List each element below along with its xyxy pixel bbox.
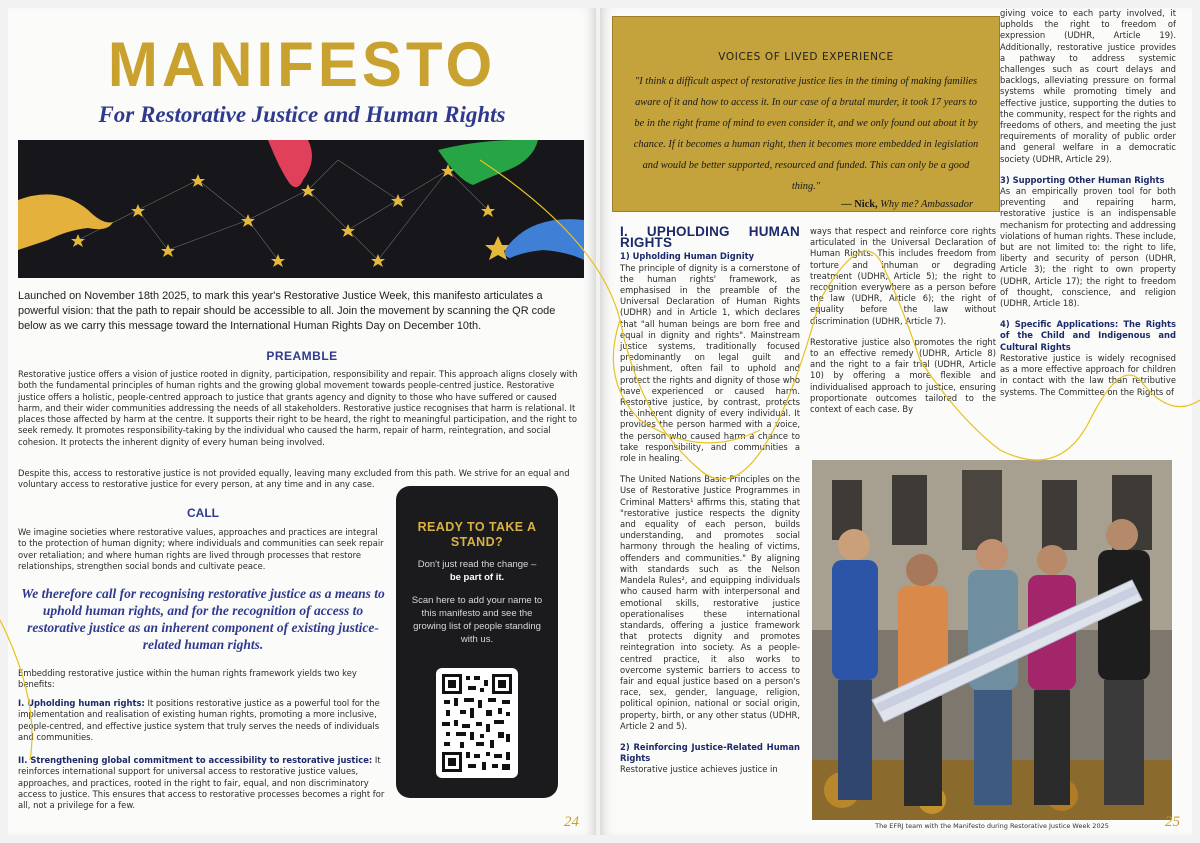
team-photo <box>812 460 1172 820</box>
benefit-2 <box>18 755 388 811</box>
column-2-paragraph-1: ways that respect and reinforce core rights articulated in the Universal Declaration of Human Rights. This includes freedom from torture and inhuman or degrading treatment (UDHR, Article 5); the right to recognition everywhere as a person before the law (UDHR, Article 6); the right of equality before the law without discrimination (UDHR, Article 7). <box>810 226 996 326</box>
subsection-2-title: 2) Reinforcing Justice-Related Human Rights <box>620 741 800 764</box>
column-2-paragraph-2: Restorative justice also promotes the right to an effective remedy (UDHR, Article 8) and the right to a fair trial (UDHR, Article 10) by offering a more flexible and individualised approach to justice, ensuring proportionate outcomes tailored to the context of each case. By <box>810 336 996 415</box>
qr-code-icon <box>442 674 512 772</box>
voices-quote: "I think a difficult aspect of restorative justice lies in the timing of making families aware of it and how to access it. In our case of a brutal murder, it took 17 years to be in the right frame of mind to even consider it, and we only found out about it by chance. If it becomes a human right, then it becomes more embedded in legislation and would be better supported, resourced and funded. This can only be a good thing." <box>633 76 979 192</box>
qr-code[interactable] <box>436 668 518 778</box>
stand-scan-text: Scan here to add your name to this manifesto and see the growing list of people standing with us. <box>411 595 543 645</box>
constellation-hands-illustration <box>18 140 584 278</box>
benefit-2-text: It reinforces international support for universal access to restorative justice values, approaches, and practices, rooted in the right to fair, equal, and non discriminatory access to justice. This ensures that access to restorative processes becomes a right for all, not a privilege for a few. <box>18 755 385 811</box>
voices-attr-role: Why me? Ambassador <box>877 199 973 210</box>
voices-box <box>612 16 1000 212</box>
benefit-1-text: It positions restorative justice as a powerful tool for the implementation and realisation of existing human rights, promoting a more inclusive, people-centred, and effective justice system that truly serves the needs of individuals and communities. <box>18 698 380 742</box>
column-2 <box>810 226 996 425</box>
subsection-1-paragraph-2: The United Nations Basic Principles on the Use of Restorative Justice Programmes in Criminal Matters¹ affirms this, stating that "restorative justice respects the dignity and equality of each person, builds understanding, and promotes social harmony through the healing of victims, offenders and communities." By aligning with standards such as the Nelson Mandela Rules², and equipping individuals who caused harm with interpersonal and emotional skills, restorative justice operationalises these international standards, offering a justice framework that protects dignity and promotes reintegration into society. As a people-centred practice, it also works to overcome systemic barriers to access to fair and equal justice based on a person's race, sex, gender, language, religion, political opinion, national or social origin, property, birth, or any other status (UDHR, Article 2 and 5). <box>620 474 800 731</box>
stand-subtitle: Don't just read the change – <box>417 559 537 570</box>
left-page <box>8 8 596 835</box>
subsection-2-paragraph: Restorative justice achieves justice in <box>620 764 778 775</box>
column-3 <box>1000 8 1176 408</box>
photo-caption: The EFRJ team with the Manifesto during Restorative Justice Week 2025 <box>875 822 1109 830</box>
stand-subtitle-bold: be part of it. <box>449 572 505 583</box>
subsection-1-title: 1) Upholding Human Dignity <box>620 251 755 262</box>
intro-paragraph: Launched on November 18th 2025, to mark this year's Restorative Justice Week, this manifesto articulates a powerful vision: that the path to repair should be accessible to all. Join the movement by scanning the QR code below as we carry this message toward the International Human Rights Day on December 10th. <box>18 290 556 332</box>
benefit-1-title: I. Upholding human rights: <box>18 698 145 708</box>
benefit-2-title: II. Strengthening global commitment to accessibility to restorative justice: <box>18 755 373 765</box>
voices-attribution <box>629 199 983 210</box>
voices-title: VOICES OF LIVED EXPERIENCE <box>718 51 894 63</box>
page-subtitle: For Restorative Justice and Human Rights <box>98 102 506 127</box>
section-heading: I. UPHOLDING HUMAN RIGHTS <box>620 224 800 251</box>
voices-attr-name: — Nick, <box>841 199 878 210</box>
call-quote: We therefore call for recognising restorative justice as a means to uphold human rights, and for the recognition of access to restorative justice as an inherent component of existing justice-related human rights. <box>21 586 385 652</box>
subsection-3-paragraph: As an empirically proven tool for both preventing and repairing harm, restorative justice is an indispensable mechanism for protecting and addressing violations of human rights. These include, but are not limited to: the right to life, liberty and security of person (UDHR, Article 3); the right to own property (UDHR, Article 17); the right to freedom of thought, conscience, and religion (UDHR, Article 18). <box>1000 186 1176 309</box>
preamble-paragraph-2: Despite this, access to restorative justice is not provided equally, leaving many excluded from this path. We strive for an equal and voluntary access to restorative justice for every person, at any time and in any case. <box>18 468 570 490</box>
call-paragraph: We imagine societies where restorative values, approaches and practices are integral to the protection of human dignity; where individuals and communities can seek repair over retaliation; and where human rights are lived through processes that restore relationships, strengthen social bonds and cultivate peace. <box>18 527 384 571</box>
page-number-right: 25 <box>1165 814 1180 830</box>
take-a-stand-card <box>396 486 558 798</box>
subsection-4-title: 4) Specific Applications: The Rights of the Child and Indigenous and Cultural Rights <box>1000 319 1176 352</box>
page-title: MANIFESTO <box>107 29 497 100</box>
banner-illustration <box>18 140 584 278</box>
preamble-paragraph-1: Restorative justice offers a vision of justice rooted in dignity, participation, responsibility and repair. This approach aligns closely with both the fundamental principles of human rights and the growing global movement towards people-centred justice. Restorative justice offers a holistic, people-centred approach to justice that grants agency and dignity to those who have suffered or caused harm, and their wider communities addressing the needs of all stakeholders. Restorative justice recognises that harm is relational. It places those affected by harm at the centre. It supports their right to be heard, the right to meaningful participation, and the right to seek remedy. It promotes responsibility-taking by the individual who caused the harm, repair of harm, reintegration, and social cohesion. It protects the inherent dignity of every human being involved. <box>18 369 578 447</box>
benefit-1 <box>18 698 388 743</box>
subsection-1-paragraph-1: The principle of dignity is a cornerstone of the human rights' framework, as emphasised in the preamble of the Universal Declaration of Human Rights (UDHR) and in Article 1, which declares that "all human beings are born free and equal in dignity and rights". Mainstream justice systems, traditionally focused predominantly on legal guilt and punishment, often fail to uphold and protect the rights and dignity of those who have experienced or caused harm. Restorative justice, by contrast, protects the inherent dignity of every individual. It provides the person harmed with a voice, the person who caused harm a chance to take responsibility, and communities a role in healing. <box>620 262 800 464</box>
call-heading: CALL <box>187 506 219 520</box>
subsection-3-title: 3) Supporting Other Human Rights <box>1000 174 1165 185</box>
page-number-left: 24 <box>564 814 579 830</box>
right-page <box>600 8 1192 835</box>
subsection-4-paragraph: Restorative justice is widely recognised as a more effective approach for children in contact with the law than retributive systems. The Committee on the Rights of <box>1000 352 1176 397</box>
stand-title: READY TO TAKE A STAND? <box>417 520 537 549</box>
preamble-heading: PREAMBLE <box>266 349 338 363</box>
column-1 <box>620 226 800 786</box>
team-photo-illustration <box>812 460 1172 820</box>
column-3-paragraph-1: giving voice to each party involved, it upholds the right to freedom of expression (UDHR, Article 19). Additionally, restorative justice provides a pathway to address systemic challenges such as court delays and backlogs, alleviating pressure on formal systems while promoting timely and effective justice, supporting the duties to the community, respect for the rights and freedoms of others, and meeting the just requirements of morality of public order and general welfare in a democratic society (UDHR, Article 29). <box>1000 8 1176 164</box>
embed-paragraph: Embedding restorative justice within the human rights framework yields two key benefits: <box>18 668 357 690</box>
